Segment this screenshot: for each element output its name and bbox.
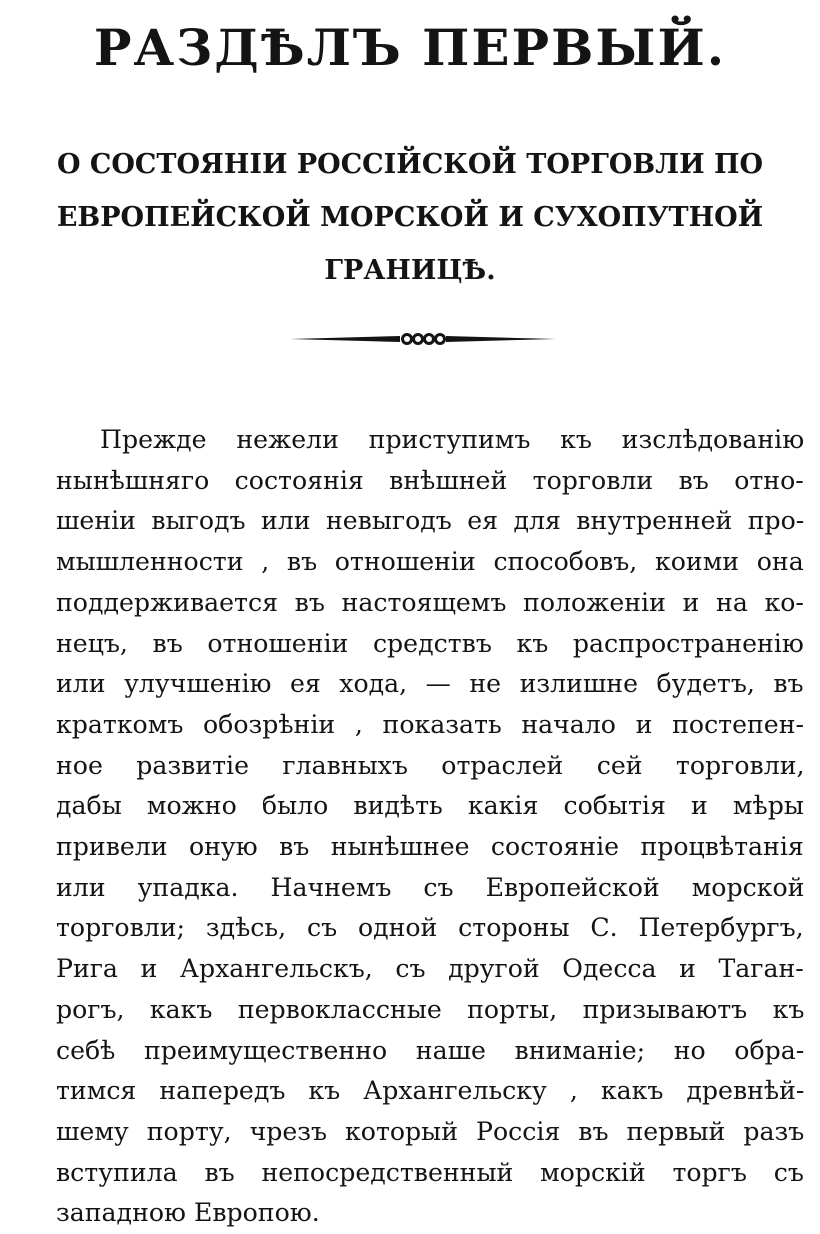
text-line: торговли; здѣсь, съ одной стороны С. Петербургъ,: [56, 913, 804, 943]
text-line: или упадка. Начнемъ съ Европейской морской: [56, 872, 805, 902]
text-line: краткомъ обозрѣніи , показать начало и постепен-: [56, 709, 805, 739]
text-line: нынѣшняго состоянія внѣшней торговли въ отно-: [56, 465, 804, 495]
text-line: шеніи выгодъ или невыгодъ ея для внутренней про-: [56, 506, 805, 536]
section-subtitle: [30, 138, 790, 297]
text-line: западною Европою.: [56, 1198, 320, 1228]
text-line: мышленности , въ отношеніи способовъ, коими она: [56, 547, 804, 577]
text-line: рогъ, какъ первоклассные порты, призываютъ къ: [56, 994, 805, 1024]
section-heading: РАЗДѢЛЪ ПЕРВЫЙ.: [93, 18, 727, 77]
text-line: себѣ преимущественно наше вниманіе; но обра-: [56, 1035, 805, 1065]
text-line: привели оную въ нынѣшнее состояніе процвѣтанія: [56, 832, 804, 862]
text-line: шему порту, чрезъ который Россія въ первый разъ: [56, 1116, 805, 1146]
text-line: ное развитіе главныхъ отраслей сей торговли,: [56, 750, 805, 780]
subtitle-line: О СОСТОЯНІИ РОССІЙСКОЙ ТОРГОВЛИ ПО: [56, 149, 763, 180]
text-line: вступила въ непосредственный морскій торгъ съ: [56, 1157, 804, 1187]
text-line: или улучшенію ея хода, — не излишне будетъ, въ: [56, 669, 804, 699]
text-line: дабы можно было видѣть какія событія и мѣры: [56, 791, 804, 821]
text-line: тимся напередъ къ Архангельску , какъ древнѣй-: [56, 1076, 805, 1106]
text-line: поддерживается въ настоящемъ положеніи и на ко-: [56, 587, 804, 617]
text-line: нецъ, въ отношеніи средствъ къ распространенію: [56, 628, 804, 658]
subtitle-line: ЕВРОПЕЙСКОЙ МОРСКОЙ И СУХОПУТНОЙ: [56, 202, 764, 233]
subtitle-line: ГРАНИЦѢ.: [324, 255, 496, 286]
text-line: Рига и Архангельскъ, съ другой Одесса и Таган-: [56, 954, 804, 984]
body-paragraph: [56, 420, 804, 1234]
decorative-rule-icon: [288, 327, 558, 351]
text-line: Прежде нежели приступимъ къ изслѣдованію: [100, 425, 805, 454]
